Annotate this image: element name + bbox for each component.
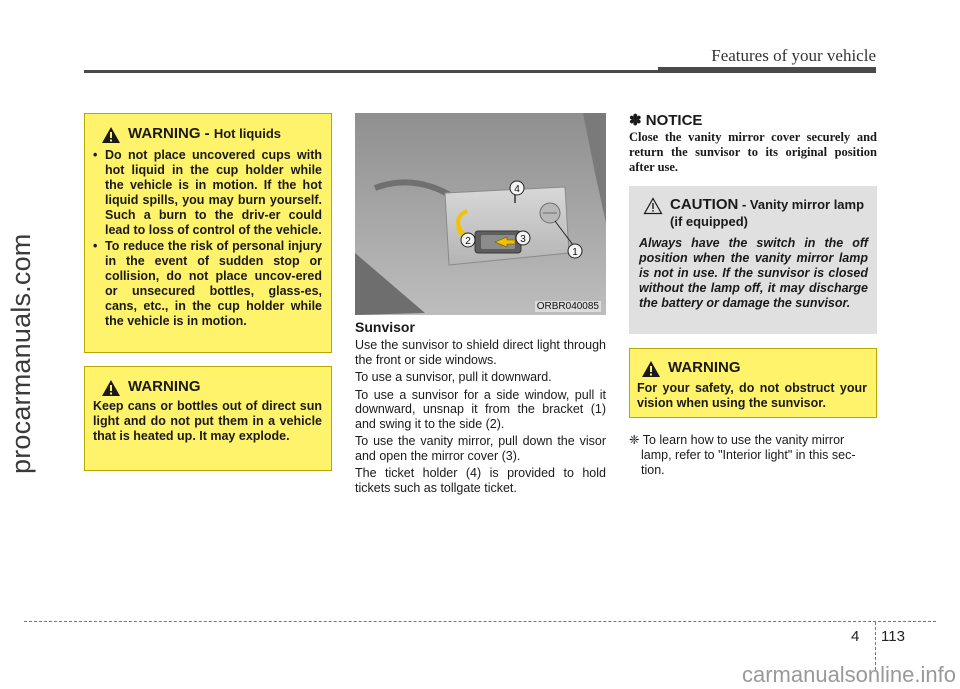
caution-vanity-lamp-box: [629, 186, 877, 334]
caution-title: CAUTION - Vanity mirror lamp (if equipped): [670, 196, 865, 229]
warning-cans-box: [84, 366, 332, 471]
bottom-watermark: carmanualsonline.info: [741, 662, 956, 687]
warning-cans-header: [93, 378, 322, 397]
warning-triangle-icon: [641, 360, 661, 378]
warning-hot-liquids-header: [93, 125, 322, 144]
notice-body: Close the vanity mirror cover securely and return the sunvisor to its original position after use.: [629, 130, 877, 174]
sunvisor-body: [355, 338, 606, 498]
warning-triangle-icon: [101, 126, 121, 144]
list-item: • To reduce the risk of personal injury in the event of sudden stop or collision, do not place uncov-ered or unsecured bottles, glass-es, cans, etc., in the cup holder while the vehicle is in motion.: [93, 239, 322, 329]
warning-hot-liquids-title: WARNING - Hot liquids: [128, 125, 281, 142]
sunvisor-heading: Sunvisor: [355, 319, 415, 335]
paragraph: To use a sunvisor, pull it downward.: [355, 370, 552, 384]
callout-3: 3: [520, 234, 526, 245]
side-watermark: procarmanuals.com: [6, 233, 36, 474]
callout-1: 1: [572, 247, 578, 258]
notice-heading: ✽ NOTICE: [629, 112, 703, 129]
footer-rule: [24, 621, 936, 622]
warning-cans-title: WARNING: [128, 378, 201, 395]
warning-safety-box: [629, 348, 877, 418]
photo-code-label: ORBR040085: [536, 301, 599, 312]
page-divider: [875, 622, 876, 670]
caution-header: [639, 196, 868, 230]
reference-note: ❈ To learn how to use the vanity mirror lamp, refer to "Interior light" in this sec-tion.: [629, 433, 856, 477]
header-rule-accent: [658, 67, 876, 73]
chapter-number: 4: [851, 628, 860, 645]
list-item: • Do not place uncovered cups with hot liquid in the cup holder while the vehicle is in motion. If the hot liquid spills, you may burn yourself. Such a burn to the driv-er could lead to loss of control of the vehicle.: [93, 148, 322, 238]
callout-4: 4: [514, 184, 520, 195]
warning-safety-header: [637, 359, 867, 378]
warning-hot-liquids-box: [84, 113, 332, 353]
paragraph: The ticket holder (4) is provided to hold tickets such as tollgate ticket.: [355, 466, 606, 495]
caution-triangle-icon: [643, 197, 663, 215]
paragraph: To use the vanity mirror, pull down the visor and open the mirror cover (3).: [355, 434, 606, 463]
sunvisor-illustration: [355, 113, 606, 315]
warning-safety-title: WARNING: [668, 359, 741, 376]
paragraph: Use the sunvisor to shield direct light through the front or side windows.: [355, 338, 606, 367]
sunvisor-photo: [355, 113, 606, 315]
caution-body: Always have the switch in the off position when the vanity mirror lamp is not in use. If the sunvisor is closed without the lamp off, it may discharge the battery or damage the sunvisor.: [639, 236, 868, 310]
paragraph: To use a sunvisor for a side window, pull it downward, unsnap it from the bracket (1) and swing it to the side (2).: [355, 387, 606, 431]
page-header-title: Features of your vehicle: [711, 46, 876, 65]
warning-hot-liquids-list: [93, 148, 322, 329]
warning-safety-body: For your safety, do not obstruct your vision when using the sunvisor.: [637, 381, 867, 410]
warning-cans-body: Keep cans or bottles out of direct sun light and do not put them in a vehicle that is heated up. It may explode.: [93, 399, 322, 443]
warning-triangle-icon: [101, 379, 121, 397]
callout-2: 2: [465, 236, 471, 247]
page-number: 113: [881, 628, 905, 645]
